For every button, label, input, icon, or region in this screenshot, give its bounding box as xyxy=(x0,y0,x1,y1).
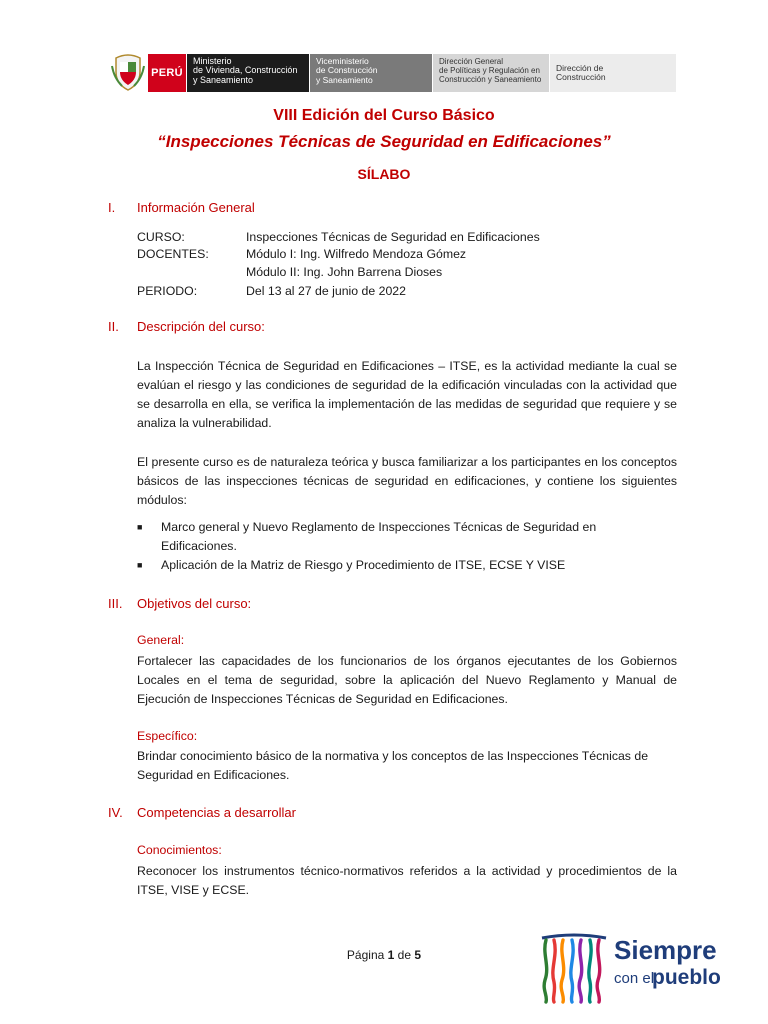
section-title-description: Descripción del curso: xyxy=(137,319,265,334)
knowledge-text: Reconocer los instrumentos técnico-normativos referidos a la actividad y procedimientos de la ITSE, VISE y ECSE. xyxy=(137,864,677,897)
info-value: Módulo II: Ing. John Barrena Dioses xyxy=(246,265,443,279)
general-direction-line: de Políticas y Regulación en xyxy=(439,66,540,75)
page-word: Página xyxy=(346,948,385,962)
peru-label: PERÚ xyxy=(148,54,186,92)
logo-text-pueblo: pueblo xyxy=(652,966,721,989)
general-direction-line: Construcción y Saneamiento xyxy=(439,75,542,84)
specific-objective-text: Brindar conocimiento básico de la normativa y los conceptos de las Inspecciones Técnicas de Seguridad en Edificaciones. xyxy=(137,749,649,782)
info-label: DOCENTES: xyxy=(137,247,209,261)
subheading-specific: Específico: xyxy=(137,729,198,743)
page-of: de xyxy=(397,948,412,962)
viceministry-line: Viceministerio xyxy=(316,56,369,66)
section-number: II. xyxy=(108,319,119,334)
general-direction-box xyxy=(433,54,549,92)
section-number: I. xyxy=(108,200,116,215)
bullet-icon: ■ xyxy=(137,560,143,570)
section-number: III. xyxy=(108,596,123,611)
viceministry-line: y Saneamiento xyxy=(316,74,373,85)
list-item: Marco general y Nuevo Reglamento de Inspecciones Técnicas de Seguridad en Edificaciones. xyxy=(161,520,597,553)
ministry-line: y Saneamiento xyxy=(193,74,254,85)
info-value: Módulo I: Ing. Wilfredo Mendoza Gómez xyxy=(246,247,467,261)
section-title-general-info: Información General xyxy=(137,200,255,215)
section-number: IV. xyxy=(108,805,123,820)
course-edition-title: VIII Edición del Curso Básico xyxy=(273,107,495,124)
description-paragraph: El presente curso es de naturaleza teórica y busca familiarizar a los participantes en los conceptos básicos de las inspecciones técnicas de seguridad en edificaciones, y contiene los siguientes módulos: xyxy=(137,455,677,507)
section-title-objectives: Objetivos del curso: xyxy=(137,596,252,611)
coat-of-arms-icon xyxy=(108,52,148,92)
construction-direction-line: Construcción xyxy=(556,72,606,83)
subheading-general: General: xyxy=(137,633,185,647)
subheading-knowledge: Conocimientos: xyxy=(137,843,222,857)
logo-text-con-el: con el xyxy=(614,970,655,987)
section-title-competencies: Competencias a desarrollar xyxy=(137,805,296,820)
ministry-box xyxy=(187,54,309,92)
construction-direction-box xyxy=(550,54,676,92)
ministry-line: Ministerio xyxy=(193,56,232,66)
ministry-line: de Vivienda, Construcción xyxy=(193,65,298,76)
siempre-logo-icon xyxy=(538,932,610,1004)
course-name-title: “Inspecciones Técnicas de Seguridad en Edificaciones” xyxy=(157,132,611,151)
construction-direction-line: Dirección de xyxy=(556,63,604,73)
viceministry-box xyxy=(310,54,432,92)
syllabus-title: SÍLABO xyxy=(357,166,411,182)
info-label: CURSO: xyxy=(137,230,185,244)
info-label: PERIODO: xyxy=(137,284,198,298)
general-direction-line: Dirección General xyxy=(439,57,504,66)
list-item: Aplicación de la Matriz de Riesgo y Procedimiento de ITSE, ECSE Y VISE xyxy=(161,558,566,572)
info-value: Inspecciones Técnicas de Seguridad en Edificaciones xyxy=(246,230,540,244)
description-paragraph: La Inspección Técnica de Seguridad en Edificaciones – ITSE, es la actividad mediante la cual se evalúan el riesgo y las condiciones de seguridad de la edificación vinculadas con la actividad que se desarrolla en ella, se verifica la implementación de las medidas de seguridad que requiere y se analiza la vulnerabilidad. xyxy=(137,359,677,430)
general-objective-text: Fortalecer las capacidades de los funcionarios de los órganos ejecutantes de los Gobiernos Locales en el tema de seguridad, sobre la aplicación del Nuevo Reglamento y Manual de Ejecución de Inspecciones Técnicas de Seguridad en Edificaciones. xyxy=(137,654,677,706)
bullet-icon: ■ xyxy=(137,522,143,532)
logo-text-siempre: Siempre xyxy=(614,935,717,965)
page-current: 1 xyxy=(387,948,395,962)
info-value: Del 13 al 27 de junio de 2022 xyxy=(246,284,406,298)
page-total: 5 xyxy=(414,948,422,962)
viceministry-line: de Construcción xyxy=(316,65,378,76)
